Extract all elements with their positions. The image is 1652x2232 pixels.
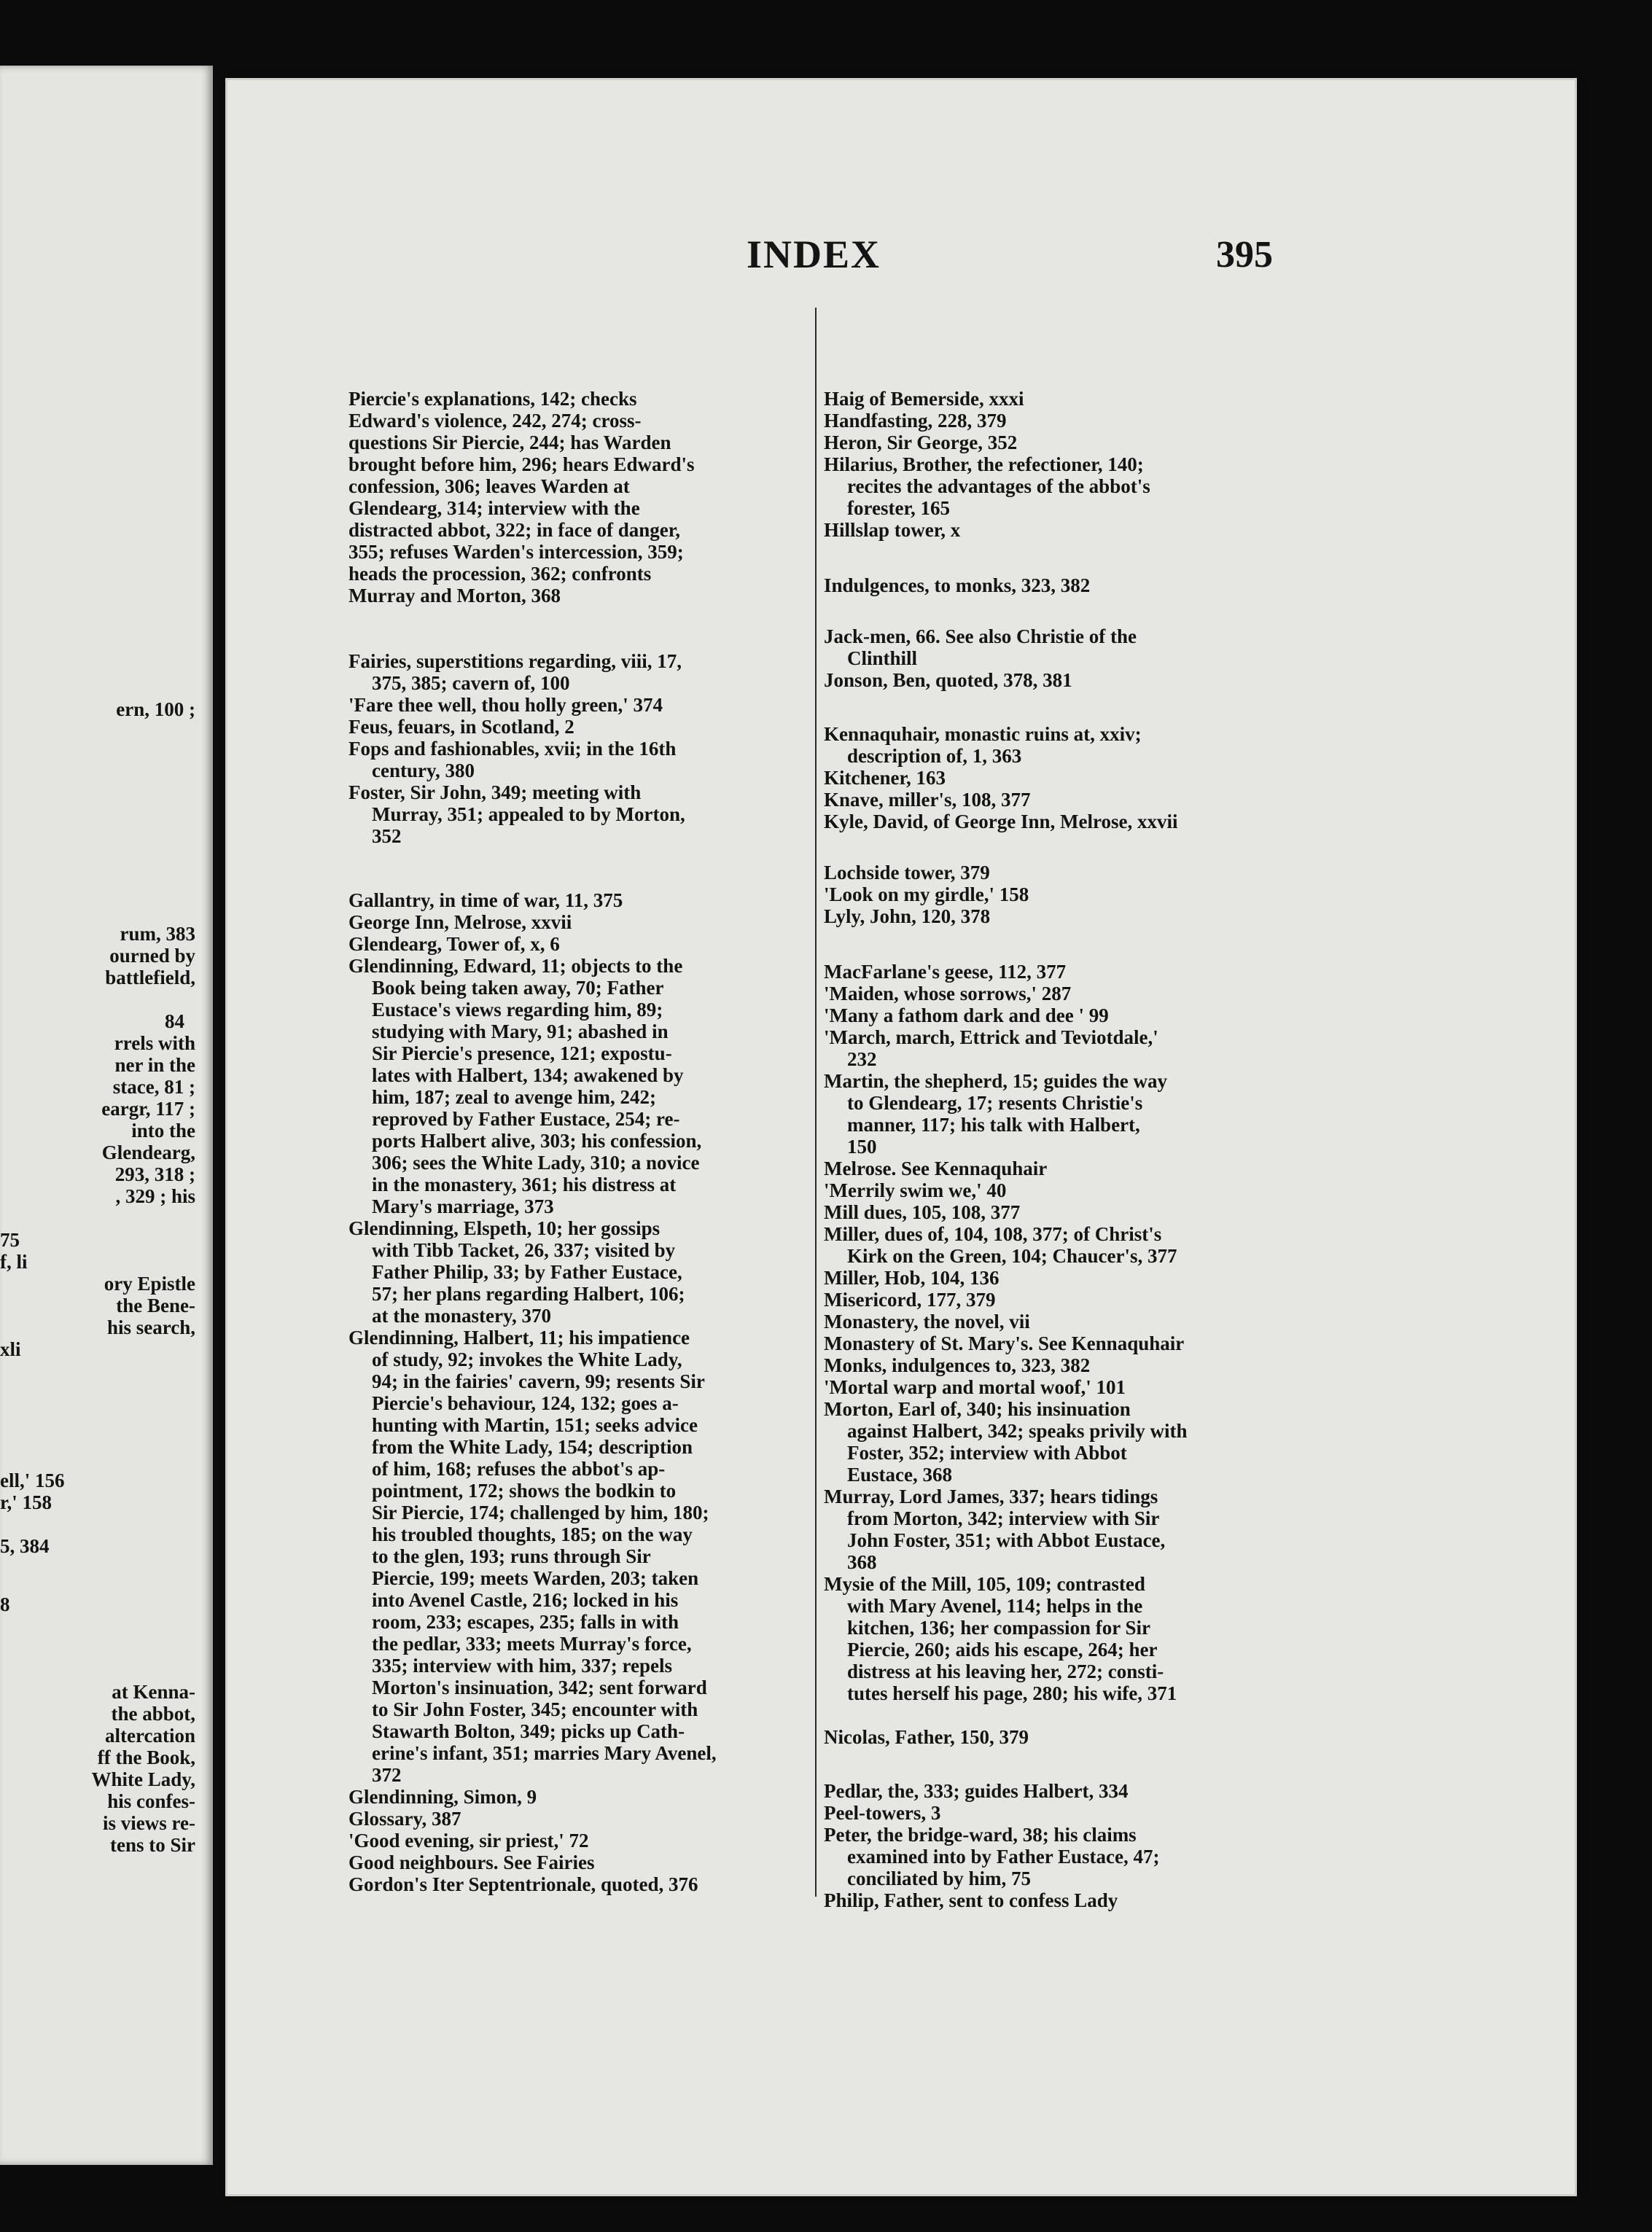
index-entry (824, 453, 1276, 519)
index-entry (824, 1889, 1276, 1911)
index-entry-line: Glendinning, Elspeth, 10; her gossips (348, 1217, 661, 1239)
index-entry (824, 1201, 1276, 1223)
index-entry-line: room, 233; escapes, 235; falls in with (372, 1611, 679, 1633)
index-entry (348, 738, 800, 781)
index-entry-line: Kirk on the Green, 104; Chaucer's, 377 (847, 1245, 1177, 1267)
left-page-fragment: tens to Sir (110, 1834, 195, 1856)
index-entry-line: Glendinning, Halbert, 11; his impatience (348, 1327, 690, 1349)
index-entry-line: ports Halbert alive, 303; his confession, (372, 1130, 702, 1152)
left-page-fragment: into the (131, 1120, 195, 1142)
left-page-fragment: stace, 81 ; (112, 1076, 195, 1098)
left-page-fragment: eargr, 117 ; (101, 1098, 195, 1120)
index-entry (824, 883, 1276, 905)
index-entry (348, 1851, 800, 1873)
left-page-fragment: battlefield, (105, 967, 195, 988)
index-entry-line: distracted abbot, 322; in face of danger, (348, 519, 680, 541)
left-page-fragment: ff the Book, (97, 1747, 195, 1768)
index-entry-line: Piercie's behaviour, 124, 132; goes a- (372, 1392, 679, 1414)
index-entry-line: Mill dues, 105, 108, 377 (824, 1201, 1021, 1223)
index-entry-line: heads the procession, 362; confronts (348, 563, 652, 585)
index-entry-line: manner, 117; his talk with Halbert, (847, 1114, 1140, 1136)
index-entry (824, 811, 1276, 832)
index-entry-line: lates with Halbert, 134; awakened by (372, 1064, 684, 1086)
index-entry (824, 905, 1276, 927)
index-entry (348, 388, 800, 606)
index-entry-line: reproved by Father Eustace, 254; re- (372, 1108, 680, 1130)
index-entry-line: Clinthill (847, 647, 918, 669)
index-entry-line: Glendearg, 314; interview with the (348, 497, 640, 519)
index-entry (824, 1824, 1276, 1889)
index-entry-line: his troubled thoughts, 185; on the way (372, 1523, 693, 1545)
index-entry (824, 1376, 1276, 1398)
index-entry-line: examined into by Father Eustace, 47; (847, 1846, 1160, 1868)
index-entry-line: century, 380 (372, 760, 475, 781)
index-entry-line: Edward's violence, 242, 274; cross- (348, 410, 642, 432)
index-entry-line: 'Merrily swim we,' 40 (824, 1179, 1007, 1201)
index-entry-line: 372 (372, 1764, 402, 1786)
index-page (227, 80, 1575, 2194)
index-entry-line: from the White Lady, 154; description (372, 1436, 693, 1458)
index-entry-line: 150 (847, 1136, 877, 1158)
left-page-fragment: f, li (0, 1251, 28, 1273)
index-entry (348, 955, 800, 1217)
index-entry-line: Hillslap tower, x (824, 519, 961, 541)
left-page-fragment: 293, 318 ; (114, 1163, 195, 1185)
index-entry (824, 723, 1276, 767)
left-page-fragment: Glendearg, (101, 1142, 195, 1163)
index-entry-line: 306; sees the White Lady, 310; a novice (372, 1152, 700, 1174)
index-entry-line: in the monastery, 361; his distress at (372, 1174, 677, 1195)
index-entry (348, 1327, 800, 1786)
page-number: 395 (1216, 234, 1273, 276)
index-entry (824, 625, 1276, 669)
index-entry (824, 983, 1276, 1004)
index-entry-line: studying with Mary, 91; abashed in (372, 1021, 669, 1042)
index-entry (348, 716, 800, 738)
index-entry-line: distress at his leaving her, 272; consti- (847, 1661, 1164, 1682)
page-title: INDEX (747, 233, 881, 276)
index-entry-line: Murray, 351; appealed to by Morton, (372, 803, 685, 825)
left-page-fragment: White Lady, (91, 1768, 195, 1790)
index-entry-line: Book being taken away, 70; Father (372, 977, 664, 999)
index-entry (824, 1332, 1276, 1354)
left-page-fragment: his search, (106, 1316, 195, 1338)
column-rule (815, 308, 817, 1897)
left-page-fragment: , 329 ; his (115, 1185, 195, 1207)
index-entry (824, 1780, 1276, 1802)
index-entry-line: Melrose. See Kennaquhair (824, 1158, 1048, 1179)
index-entry-line: Hilarius, Brother, the refectioner, 140; (824, 453, 1144, 475)
index-entry-line: Fairies, superstitions regarding, viii, 17, (348, 650, 682, 672)
index-entry (348, 694, 800, 716)
index-entry-line: 94; in the fairies' cavern, 99; resents Sir (372, 1370, 705, 1392)
index-entry (348, 1873, 800, 1895)
index-entry-line: erine's infant, 351; marries Mary Avenel, (372, 1742, 717, 1764)
index-entry-line: Peel-towers, 3 (824, 1802, 941, 1824)
index-entry-line: conciliated by him, 75 (847, 1868, 1032, 1889)
index-entry (824, 574, 1276, 596)
index-entry-line: Martin, the shepherd, 15; guides the way (824, 1070, 1167, 1092)
left-page-fragment: is views re- (103, 1812, 195, 1834)
index-entry (824, 669, 1276, 691)
index-entry-line: Feus, feuars, in Scotland, 2 (348, 716, 574, 738)
index-entry-line: Eustace's views regarding him, 89; (372, 999, 663, 1021)
index-entry-line: Haig of Bemerside, xxxi (824, 388, 1024, 410)
index-entry (824, 1026, 1276, 1070)
index-entry-line: 'Look on my girdle,' 158 (824, 883, 1029, 905)
index-entry-line: Miller, dues of, 104, 108, 377; of Christ's (824, 1223, 1162, 1245)
index-entry-line: 'Mortal warp and mortal woof,' 101 (824, 1376, 1126, 1398)
index-entry-line: Jack-men, 66. See also Christie of the (824, 625, 1137, 647)
index-entry-line: with Mary Avenel, 114; helps in the (847, 1595, 1143, 1617)
index-entry-line: the pedlar, 333; meets Murray's force, (372, 1633, 692, 1655)
index-entry (348, 650, 800, 694)
index-entry (824, 1070, 1276, 1158)
index-entry-line: forester, 165 (847, 497, 950, 519)
index-entry (824, 432, 1276, 453)
index-entry-line: Lochside tower, 379 (824, 862, 990, 883)
index-entry-line: kitchen, 136; her compassion for Sir (847, 1617, 1151, 1639)
index-entry-line: 375, 385; cavern of, 100 (372, 672, 570, 694)
left-page-fragment: ourned by (109, 945, 195, 967)
index-entry-line: to Glendearg, 17; resents Christie's (847, 1092, 1143, 1114)
index-entry (824, 410, 1276, 432)
index-entry (348, 933, 800, 955)
index-entry-line: Heron, Sir George, 352 (824, 432, 1018, 453)
running-head (227, 232, 1575, 283)
left-page-fragment: altercation (105, 1725, 195, 1747)
index-entry (348, 889, 800, 911)
index-entry (824, 1726, 1276, 1748)
index-entry-line: Glendearg, Tower of, x, 6 (348, 933, 560, 955)
index-entry-line: 335; interview with him, 337; repels (372, 1655, 672, 1677)
index-entry-line: George Inn, Melrose, xxvii (348, 911, 572, 933)
index-entry-line: tutes herself his page, 280; his wife, 371 (847, 1682, 1177, 1704)
index-entry-line: into Avenel Castle, 216; locked in his (372, 1589, 679, 1611)
index-entry-line: Misericord, 177, 379 (824, 1289, 996, 1311)
left-page-fragment: rrels with (114, 1032, 195, 1054)
index-entry (824, 767, 1276, 789)
index-entry-line: Stawarth Bolton, 349; picks up Cath- (372, 1720, 685, 1742)
index-entry-line: Fops and fashionables, xvii; in the 16th (348, 738, 677, 760)
index-entry-line: of him, 168; refuses the abbot's ap- (372, 1458, 666, 1480)
index-entry (824, 862, 1276, 883)
index-entry (824, 1354, 1276, 1376)
index-entry-line: confession, 306; leaves Warden at (348, 475, 630, 497)
index-entry (824, 1158, 1276, 1179)
index-entry-line: Kitchener, 163 (824, 767, 946, 789)
index-entry (348, 1786, 800, 1808)
index-entry-line: Glendinning, Simon, 9 (348, 1786, 537, 1808)
index-entry (824, 1004, 1276, 1026)
index-entry-line: Father Philip, 33; by Father Eustace, (372, 1261, 682, 1283)
index-entry-line: 'Many a fathom dark and dee ' 99 (824, 1004, 1109, 1026)
index-entry-line: MacFarlane's geese, 112, 377 (824, 961, 1067, 983)
index-entry-line: with Tibb Tacket, 26, 337; visited by (372, 1239, 676, 1261)
index-entry-line: him, 187; zeal to avenge him, 242; (372, 1086, 656, 1108)
index-entry-line: 'Fare thee well, thou holly green,' 374 (348, 694, 663, 716)
index-entry-line: Monastery, the novel, vii (824, 1311, 1030, 1332)
index-entry-line: Piercie, 260; aids his escape, 264; her (847, 1639, 1158, 1661)
index-entry-line: 232 (847, 1048, 877, 1070)
left-page-fragment: ner in the (114, 1054, 195, 1076)
index-entry (824, 789, 1276, 811)
index-entry-line: Good neighbours. See Fairies (348, 1851, 595, 1873)
index-entry-line: of study, 92; invokes the White Lady, (372, 1349, 682, 1370)
index-entry-line: Glossary, 387 (348, 1808, 461, 1830)
index-entry-line: to Sir John Foster, 345; encounter with (372, 1698, 698, 1720)
index-entry-line: Murray and Morton, 368 (348, 585, 561, 606)
index-entry-line: Glendinning, Edward, 11; objects to the (348, 955, 683, 977)
index-entry-line: 57; her plans regarding Halbert, 106; (372, 1283, 685, 1305)
index-entry-line: 'Maiden, whose sorrows,' 287 (824, 983, 1072, 1004)
left-page-fragment: ory Epistle (104, 1273, 195, 1295)
index-entry-line: recites the advantages of the abbot's (847, 475, 1150, 497)
index-entry (348, 1217, 800, 1327)
index-entry-line: hunting with Martin, 151; seeks advice (372, 1414, 698, 1436)
index-entry (824, 961, 1276, 983)
index-entry-line: Nicolas, Father, 150, 379 (824, 1726, 1029, 1748)
index-entry (824, 1802, 1276, 1824)
index-entry-line: description of, 1, 363 (847, 745, 1022, 767)
index-entry-line: Knave, miller's, 108, 377 (824, 789, 1031, 811)
index-entry-line: Jonson, Ben, quoted, 378, 381 (824, 669, 1072, 691)
index-entry-line: Monastery of St. Mary's. See Kennaquhair (824, 1332, 1185, 1354)
index-entry-line: 352 (372, 825, 402, 847)
index-entry-line: Sir Piercie, 174; challenged by him, 180; (372, 1502, 709, 1523)
index-entry (824, 1311, 1276, 1332)
index-entry-line: questions Sir Piercie, 244; has Warden (348, 432, 671, 453)
index-entry-line: 368 (847, 1551, 877, 1573)
index-entry (824, 1223, 1276, 1267)
left-page-fragment: 75 (0, 1229, 20, 1251)
left-facing-page (0, 66, 213, 2165)
index-entry-line: Indulgences, to monks, 323, 382 (824, 574, 1091, 596)
left-page-fragment: his confes- (107, 1790, 195, 1812)
index-entry-line: Foster, Sir John, 349; meeting with (348, 781, 642, 803)
index-entry-line: pointment, 172; shows the bodkin to (372, 1480, 677, 1502)
index-entry-line: Kennaquhair, monastic ruins at, xxiv; (824, 723, 1142, 745)
index-entry (824, 388, 1276, 410)
index-entry-line: Morton, Earl of, 340; his insinuation (824, 1398, 1131, 1420)
left-page-fragment: 84 (165, 1010, 184, 1032)
left-page-fragment: r,' 158 (0, 1491, 52, 1513)
index-entry-line: Pedlar, the, 333; guides Halbert, 334 (824, 1780, 1129, 1802)
index-entry-line: Kyle, David, of George Inn, Melrose, xxvii (824, 811, 1178, 832)
index-entry-line: Foster, 352; interview with Abbot (847, 1442, 1127, 1464)
index-entry-line: 'Good evening, sir priest,' 72 (348, 1830, 589, 1851)
index-entry-line: Murray, Lord James, 337; hears tidings (824, 1486, 1158, 1507)
index-entry-line: Piercie's explanations, 142; checks (348, 388, 637, 410)
index-entry (824, 1486, 1276, 1573)
index-entry-line: Monks, indulgences to, 323, 382 (824, 1354, 1091, 1376)
index-entry-line: Peter, the bridge-ward, 38; his claims (824, 1824, 1137, 1846)
index-entry-line: Miller, Hob, 104, 136 (824, 1267, 1000, 1289)
index-entry (824, 519, 1276, 541)
left-page-fragment: ern, 100 ; (116, 698, 195, 720)
index-entry-line: Morton's insinuation, 342; sent forward (372, 1677, 707, 1698)
index-entry-line: Mary's marriage, 373 (372, 1195, 554, 1217)
left-page-fragment: xli (0, 1338, 21, 1360)
index-entry (348, 1830, 800, 1851)
index-entry (824, 1179, 1276, 1201)
left-page-fragment: at Kenna- (112, 1681, 195, 1703)
index-entry (824, 1398, 1276, 1486)
index-entry-line: from Morton, 342; interview with Sir (847, 1507, 1160, 1529)
index-entry-line: at the monastery, 370 (372, 1305, 551, 1327)
index-entry-line: Handfasting, 228, 379 (824, 410, 1007, 432)
index-entry-line: 355; refuses Warden's intercession, 359; (348, 541, 684, 563)
index-entry-line: Mysie of the Mill, 105, 109; contrasted (824, 1573, 1145, 1595)
left-page-fragment: rum, 383 (120, 923, 195, 945)
index-entry-line: Sir Piercie's presence, 121; expostu- (372, 1042, 672, 1064)
left-page-fragment: the abbot, (111, 1703, 195, 1725)
left-page-fragment: ell,' 156 (0, 1470, 65, 1491)
index-entry-line: Gordon's Iter Septentrionale, quoted, 376 (348, 1873, 698, 1895)
index-entry-line: John Foster, 351; with Abbot Eustace, (847, 1529, 1166, 1551)
index-entry-line: Eustace, 368 (847, 1464, 952, 1486)
index-entry-line: Lyly, John, 120, 378 (824, 905, 991, 927)
index-entry (348, 911, 800, 933)
left-page-fragment: 5, 384 (0, 1535, 50, 1557)
index-entry-line: Gallantry, in time of war, 11, 375 (348, 889, 623, 911)
left-page-fragment: the Bene- (116, 1295, 195, 1316)
index-entry (824, 1289, 1276, 1311)
index-entry-line: against Halbert, 342; speaks privily with (847, 1420, 1188, 1442)
index-entry (824, 1267, 1276, 1289)
index-entry-line: Piercie, 199; meets Warden, 203; taken (372, 1567, 699, 1589)
index-entry-line: to the glen, 193; runs through Sir (372, 1545, 651, 1567)
index-entry-line: 'March, march, Ettrick and Teviotdale,' (824, 1026, 1158, 1048)
index-entry (824, 1573, 1276, 1704)
index-entry-line: brought before him, 296; hears Edward's (348, 453, 695, 475)
index-entry (348, 1808, 800, 1830)
index-entry (348, 781, 800, 847)
index-entry-line: Philip, Father, sent to confess Lady (824, 1889, 1118, 1911)
left-page-fragment: 8 (0, 1593, 10, 1615)
